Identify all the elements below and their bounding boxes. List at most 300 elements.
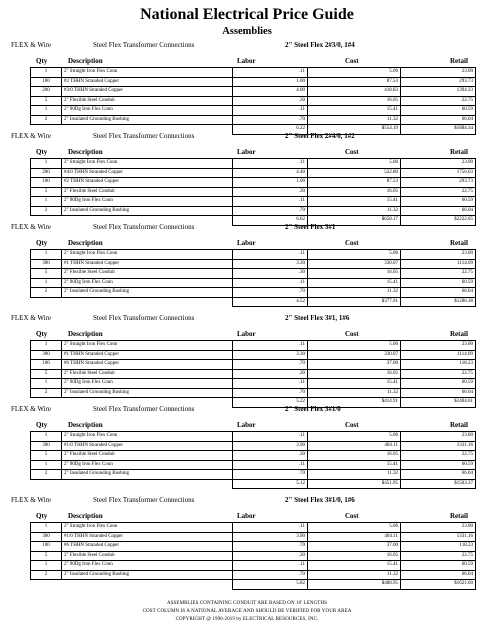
total-labor: 6.22 [233, 125, 308, 135]
cell-labor: .11 [233, 197, 308, 207]
cell-labor: .30 [233, 96, 308, 106]
cell-qty: 5 [31, 369, 62, 379]
cell-retail: 66.04 [401, 470, 476, 480]
cell-retail: 118.23 [401, 360, 476, 370]
table-row [31, 441, 476, 451]
cell-cost: 330.07 [308, 350, 401, 360]
column-header-cost: Cost [345, 330, 359, 338]
cell-qty: 5 [31, 551, 62, 561]
section-description: Steel Flex Transformer Connections [93, 223, 195, 231]
cell-labor: .11 [233, 106, 308, 116]
cell-description: #6 THHN Stranded Copper [62, 360, 233, 370]
cell-cost: 16.05 [308, 369, 401, 379]
cell-cost: 11.32 [308, 388, 401, 398]
cell-description: 2" Insulated Grounding Bushing [62, 115, 233, 125]
cell-retail: 23.00 [401, 159, 476, 169]
cell-qty: 300 [31, 350, 62, 360]
cell-retail: 66.04 [401, 288, 476, 298]
cell-cost: 11.32 [308, 570, 401, 580]
section-header [0, 221, 494, 233]
cell-description: 2" 90Dg Iron Flex Conn [62, 561, 233, 571]
total-cost: $488.95 [308, 580, 401, 590]
column-header-qty: Qty [36, 330, 48, 338]
cell-labor: .11 [233, 432, 308, 442]
cell-cost: 522.80 [308, 168, 401, 178]
column-header-labor: Labor [237, 148, 256, 156]
cell-description: 2" 90Dg Iron Flex Conn [62, 460, 233, 470]
column-header-qty: Qty [36, 421, 48, 429]
cell-retail: 60.59 [401, 197, 476, 207]
column-header-cost: Cost [345, 148, 359, 156]
table-row [31, 288, 476, 298]
total-labor: 5.82 [233, 580, 308, 590]
cell-retail: 60.59 [401, 561, 476, 571]
table-row [31, 68, 476, 78]
section-header [0, 403, 494, 415]
section-header [0, 39, 494, 51]
section-category: FLEX & Wire [11, 405, 52, 413]
cell-retail: 22.75 [401, 269, 476, 279]
cell-description: 2" Straight Iron Flex Conn [62, 250, 233, 260]
total-retail: $1621.60 [401, 580, 476, 590]
section-category: FLEX & Wire [11, 41, 52, 49]
cell-description: 2" Straight Iron Flex Conn [62, 432, 233, 442]
cell-description: #1/0 THHN Stranded Copper [62, 441, 233, 451]
cell-qty: 1 [31, 250, 62, 260]
column-header-labor: Labor [237, 421, 256, 429]
total-cost: $554.19 [308, 125, 401, 135]
cell-description: #2 THHN Stranded Copper [62, 77, 233, 87]
cell-cost: 418.83 [308, 87, 401, 97]
column-header-qty: Qty [36, 512, 48, 520]
table-row [31, 159, 476, 169]
section-description: Steel Flex Transformer Connections [93, 41, 195, 49]
page-title: National Electrical Price Guide [140, 6, 354, 23]
table-row [31, 178, 476, 188]
cell-labor: .11 [233, 341, 308, 351]
cell-cost: 37.00 [308, 542, 401, 552]
cell-qty: 200 [31, 87, 62, 97]
cell-cost: 404.11 [308, 441, 401, 451]
section-description: Steel Flex Transformer Connections [93, 314, 195, 322]
cell-description: 2" Straight Iron Flex Conn [62, 68, 233, 78]
footer-copyright: COPYRIGHT @ 1996-2019 by ELECTRICAL RESOURCES, INC. [175, 617, 319, 622]
cell-description: #1 THHN Stranded Copper [62, 350, 233, 360]
total-cost: $658.17 [308, 216, 401, 226]
cell-qty: 100 [31, 360, 62, 370]
column-header-retail: Retail [450, 512, 468, 520]
cell-retail: 23.00 [401, 68, 476, 78]
cell-labor: .11 [233, 250, 308, 260]
cell-cost: 5.06 [308, 159, 401, 169]
assembly-section [0, 130, 494, 221]
cell-description: 2" 90Dg Iron Flex Conn [62, 106, 233, 116]
cell-cost: 87.53 [308, 77, 401, 87]
cell-qty: 2 [31, 206, 62, 216]
table-row [31, 269, 476, 279]
footer-note-cost: COST COLUMN IS A NATIONAL AVERAGE AND SHOULD BE VERIFIED FOR YOUR AREA [142, 609, 352, 614]
table-row [31, 460, 476, 470]
cell-qty: 2 [31, 388, 62, 398]
cell-cost: 87.53 [308, 178, 401, 188]
cell-cost: 16.05 [308, 451, 401, 461]
table-row [31, 187, 476, 197]
cell-labor: .11 [233, 159, 308, 169]
items-table [30, 340, 476, 408]
table-row [31, 87, 476, 97]
cell-cost: 5.06 [308, 250, 401, 260]
table-row [31, 570, 476, 580]
table-row [31, 250, 476, 260]
cell-retail: 60.59 [401, 278, 476, 288]
cell-retail: 22.75 [401, 369, 476, 379]
cell-retail: 23.00 [401, 523, 476, 533]
section-description: Steel Flex Transformer Connections [93, 132, 195, 140]
items-table [30, 249, 476, 307]
cell-description: 2" Flexible Steel Conduit [62, 269, 233, 279]
cell-labor: 3.30 [233, 259, 308, 269]
total-retail: $1404.61 [401, 398, 476, 408]
column-header-labor: Labor [237, 57, 256, 65]
cell-qty: 300 [31, 259, 62, 269]
cell-labor: .30 [233, 551, 308, 561]
items-table [30, 158, 476, 226]
cell-qty: 1 [31, 278, 62, 288]
cell-cost: 330.07 [308, 259, 401, 269]
cell-qty: 2 [31, 570, 62, 580]
column-header-qty: Qty [36, 57, 48, 65]
cell-cost: 11.32 [308, 206, 401, 216]
cell-cost: 5.06 [308, 523, 401, 533]
table-row [31, 470, 476, 480]
cell-qty: 5 [31, 269, 62, 279]
cell-description: #6 THHN Stranded Copper [62, 542, 233, 552]
total-labor: 6.62 [233, 216, 308, 226]
table-row [31, 551, 476, 561]
assembly-section [0, 39, 494, 130]
cell-qty: 1 [31, 523, 62, 533]
cell-labor: 1.00 [233, 178, 308, 188]
cell-retail: 1331.16 [401, 532, 476, 542]
cell-qty: 5 [31, 96, 62, 106]
cell-labor: .30 [233, 369, 308, 379]
cell-cost: 15.41 [308, 379, 401, 389]
cell-retail: 22.75 [401, 551, 476, 561]
table-row [31, 168, 476, 178]
table-row [31, 77, 476, 87]
cell-description: 2" Insulated Grounding Bushing [62, 570, 233, 580]
total-retail: $1286.38 [401, 297, 476, 307]
cell-qty: 1 [31, 379, 62, 389]
column-headers [0, 330, 494, 340]
column-headers [0, 148, 494, 158]
total-cost: $414.91 [308, 398, 401, 408]
table-row [31, 341, 476, 351]
cell-labor: 1.00 [233, 77, 308, 87]
column-header-description: Description [68, 239, 103, 247]
cell-description: 2" 90Dg Iron Flex Conn [62, 379, 233, 389]
table-row [31, 197, 476, 207]
cell-labor: .30 [233, 269, 308, 279]
column-header-retail: Retail [450, 421, 468, 429]
total-retail: $1884.34 [401, 125, 476, 135]
column-header-qty: Qty [36, 239, 48, 247]
cell-qty: 1 [31, 561, 62, 571]
cell-labor: .11 [233, 379, 308, 389]
column-header-labor: Labor [237, 512, 256, 520]
table-row [31, 523, 476, 533]
assembly-section [0, 403, 494, 494]
section-category: FLEX & Wire [11, 314, 52, 322]
cell-labor: .11 [233, 523, 308, 533]
section-header [0, 494, 494, 506]
cell-qty: 1 [31, 460, 62, 470]
column-header-description: Description [68, 421, 103, 429]
total-labor: 5.22 [233, 398, 308, 408]
cell-labor: 3.30 [233, 350, 308, 360]
column-header-retail: Retail [450, 239, 468, 247]
section-assembly-name: 2" Steel Flex 3#1 [285, 223, 336, 231]
cell-labor: .11 [233, 561, 308, 571]
cell-qty: 1 [31, 68, 62, 78]
cell-retail: 23.00 [401, 432, 476, 442]
cell-labor: .70 [233, 115, 308, 125]
cell-cost: 15.41 [308, 561, 401, 571]
cell-retail: 66.04 [401, 388, 476, 398]
assembly-section [0, 494, 494, 585]
page-subtitle: Assemblies [222, 26, 272, 37]
cell-labor: .70 [233, 360, 308, 370]
table-row [31, 532, 476, 542]
section-header [0, 312, 494, 324]
table-row [31, 106, 476, 116]
cell-description: #2 THHN Stranded Copper [62, 178, 233, 188]
cell-cost: 11.32 [308, 115, 401, 125]
cell-cost: 11.32 [308, 288, 401, 298]
cell-description: #3/0 THHN Stranded Copper [62, 87, 233, 97]
cell-retail: 66.04 [401, 570, 476, 580]
cell-retail: 293.73 [401, 77, 476, 87]
column-header-retail: Retail [450, 57, 468, 65]
total-labor: 4.52 [233, 297, 308, 307]
section-category: FLEX & Wire [11, 223, 52, 231]
total-retail: $2222.65 [401, 216, 476, 226]
cell-retail: 60.59 [401, 106, 476, 116]
cell-retail: 66.04 [401, 206, 476, 216]
cell-cost: 15.41 [308, 197, 401, 207]
cell-labor: 3.90 [233, 441, 308, 451]
cell-labor: .70 [233, 542, 308, 552]
table-row [31, 206, 476, 216]
assembly-section [0, 312, 494, 403]
cell-description: #4/0 THHN Stranded Copper [62, 168, 233, 178]
totals-row [31, 297, 476, 307]
items-table [30, 522, 476, 590]
section-assembly-name: 2" Steel Flex 3#1/0, 1#6 [285, 496, 355, 504]
cell-retail: 293.73 [401, 178, 476, 188]
cell-description: 2" 90Dg Iron Flex Conn [62, 197, 233, 207]
section-assembly-name: 2" Steel Flex 2#3/0, 1#4 [285, 41, 355, 49]
cell-description: #1/0 THHN Stranded Copper [62, 532, 233, 542]
table-row [31, 360, 476, 370]
cell-cost: 11.32 [308, 470, 401, 480]
cell-cost: 37.00 [308, 360, 401, 370]
cell-retail: 118.23 [401, 542, 476, 552]
table-row [31, 350, 476, 360]
column-headers [0, 239, 494, 249]
cell-cost: 5.06 [308, 432, 401, 442]
cell-description: 2" Insulated Grounding Bushing [62, 206, 233, 216]
cell-retail: 22.75 [401, 187, 476, 197]
column-header-qty: Qty [36, 148, 48, 156]
cell-labor: .11 [233, 278, 308, 288]
cell-labor: .11 [233, 460, 308, 470]
cell-description: 2" Flexible Steel Conduit [62, 369, 233, 379]
cell-qty: 200 [31, 168, 62, 178]
table-row [31, 561, 476, 571]
column-header-description: Description [68, 57, 103, 65]
cell-cost: 5.06 [308, 68, 401, 78]
totals-row [31, 580, 476, 590]
cell-labor: .70 [233, 570, 308, 580]
cell-cost: 16.05 [308, 187, 401, 197]
cell-qty: 1 [31, 159, 62, 169]
table-row [31, 369, 476, 379]
cell-qty: 2 [31, 115, 62, 125]
cell-description: 2" Insulated Grounding Bushing [62, 470, 233, 480]
cell-retail: 60.59 [401, 460, 476, 470]
section-header [0, 130, 494, 142]
section-assembly-name: 2" Steel Flex 3#1/0 [285, 405, 341, 413]
cell-qty: 100 [31, 178, 62, 188]
cell-description: #1 THHN Stranded Copper [62, 259, 233, 269]
cell-labor: .30 [233, 451, 308, 461]
section-assembly-name: 2" Steel Flex 3#1, 1#6 [285, 314, 350, 322]
column-header-description: Description [68, 512, 103, 520]
cell-qty: 1 [31, 432, 62, 442]
table-row [31, 278, 476, 288]
section-description: Steel Flex Transformer Connections [93, 496, 195, 504]
column-header-retail: Retail [450, 330, 468, 338]
cell-retail: 22.75 [401, 96, 476, 106]
cell-qty: 2 [31, 470, 62, 480]
cell-qty: 1 [31, 197, 62, 207]
cell-retail: 1331.16 [401, 441, 476, 451]
cell-description: 2" Insulated Grounding Bushing [62, 288, 233, 298]
cell-description: 2" Straight Iron Flex Conn [62, 523, 233, 533]
column-header-labor: Labor [237, 330, 256, 338]
cell-qty: 5 [31, 451, 62, 461]
column-header-cost: Cost [345, 57, 359, 65]
cell-labor: .70 [233, 288, 308, 298]
table-row [31, 259, 476, 269]
cell-labor: 4.40 [233, 168, 308, 178]
cell-description: 2" Flexible Steel Conduit [62, 96, 233, 106]
cell-cost: 16.05 [308, 269, 401, 279]
column-header-description: Description [68, 330, 103, 338]
cell-cost: 5.06 [308, 341, 401, 351]
cell-description: 2" Flexible Steel Conduit [62, 187, 233, 197]
column-header-cost: Cost [345, 421, 359, 429]
cell-labor: .70 [233, 470, 308, 480]
cell-description: 2" Straight Iron Flex Conn [62, 341, 233, 351]
cell-description: 2" Flexible Steel Conduit [62, 451, 233, 461]
table-row [31, 115, 476, 125]
table-row [31, 96, 476, 106]
cell-qty: 300 [31, 441, 62, 451]
cell-retail: 60.59 [401, 379, 476, 389]
cell-retail: 1114.09 [401, 259, 476, 269]
table-row [31, 542, 476, 552]
total-labor: 5.12 [233, 479, 308, 489]
assembly-section [0, 221, 494, 312]
cell-qty: 300 [31, 532, 62, 542]
cell-retail: 66.04 [401, 115, 476, 125]
cell-cost: 15.41 [308, 278, 401, 288]
table-row [31, 432, 476, 442]
column-header-cost: Cost [345, 239, 359, 247]
column-headers [0, 421, 494, 431]
column-headers [0, 57, 494, 67]
cell-description: 2" Insulated Grounding Bushing [62, 388, 233, 398]
cell-retail: 1114.09 [401, 350, 476, 360]
total-cost: $451.95 [308, 479, 401, 489]
cell-qty: 1 [31, 341, 62, 351]
cell-qty: 100 [31, 77, 62, 87]
table-row [31, 451, 476, 461]
cell-description: 2" Straight Iron Flex Conn [62, 159, 233, 169]
cell-qty: 100 [31, 542, 62, 552]
cell-retail: 23.00 [401, 250, 476, 260]
cell-description: 2" Flexible Steel Conduit [62, 551, 233, 561]
cell-qty: 1 [31, 106, 62, 116]
totals-row [31, 479, 476, 489]
section-category: FLEX & Wire [11, 496, 52, 504]
cell-labor: .70 [233, 206, 308, 216]
cell-labor: .70 [233, 388, 308, 398]
column-header-retail: Retail [450, 148, 468, 156]
cell-cost: 404.11 [308, 532, 401, 542]
cell-labor: .11 [233, 68, 308, 78]
items-table [30, 67, 476, 135]
cell-labor: .30 [233, 187, 308, 197]
items-table [30, 431, 476, 489]
cell-retail: 1756.63 [401, 168, 476, 178]
cell-labor: 4.00 [233, 87, 308, 97]
column-header-description: Description [68, 148, 103, 156]
assembly-sections [0, 39, 494, 585]
column-headers [0, 512, 494, 522]
column-header-cost: Cost [345, 512, 359, 520]
total-cost: $377.91 [308, 297, 401, 307]
total-retail: $1503.37 [401, 479, 476, 489]
table-row [31, 379, 476, 389]
table-row [31, 388, 476, 398]
section-assembly-name: 2" Steel Flex 2#4/0, 1#2 [285, 132, 355, 140]
cell-labor: 3.90 [233, 532, 308, 542]
cell-qty: 5 [31, 187, 62, 197]
cell-description: 2" 90Dg Iron Flex Conn [62, 278, 233, 288]
cell-cost: 16.05 [308, 96, 401, 106]
cell-retail: 23.00 [401, 341, 476, 351]
cell-cost: 15.41 [308, 106, 401, 116]
footer-note-lengths: ASSEMBLIES CONTAINING CONDUIT ARE BASED ON 10' LENGTHS [166, 601, 328, 606]
section-category: FLEX & Wire [11, 132, 52, 140]
cell-cost: 15.41 [308, 460, 401, 470]
cell-retail: 22.75 [401, 451, 476, 461]
cell-qty: 2 [31, 288, 62, 298]
cell-retail: 1394.33 [401, 87, 476, 97]
